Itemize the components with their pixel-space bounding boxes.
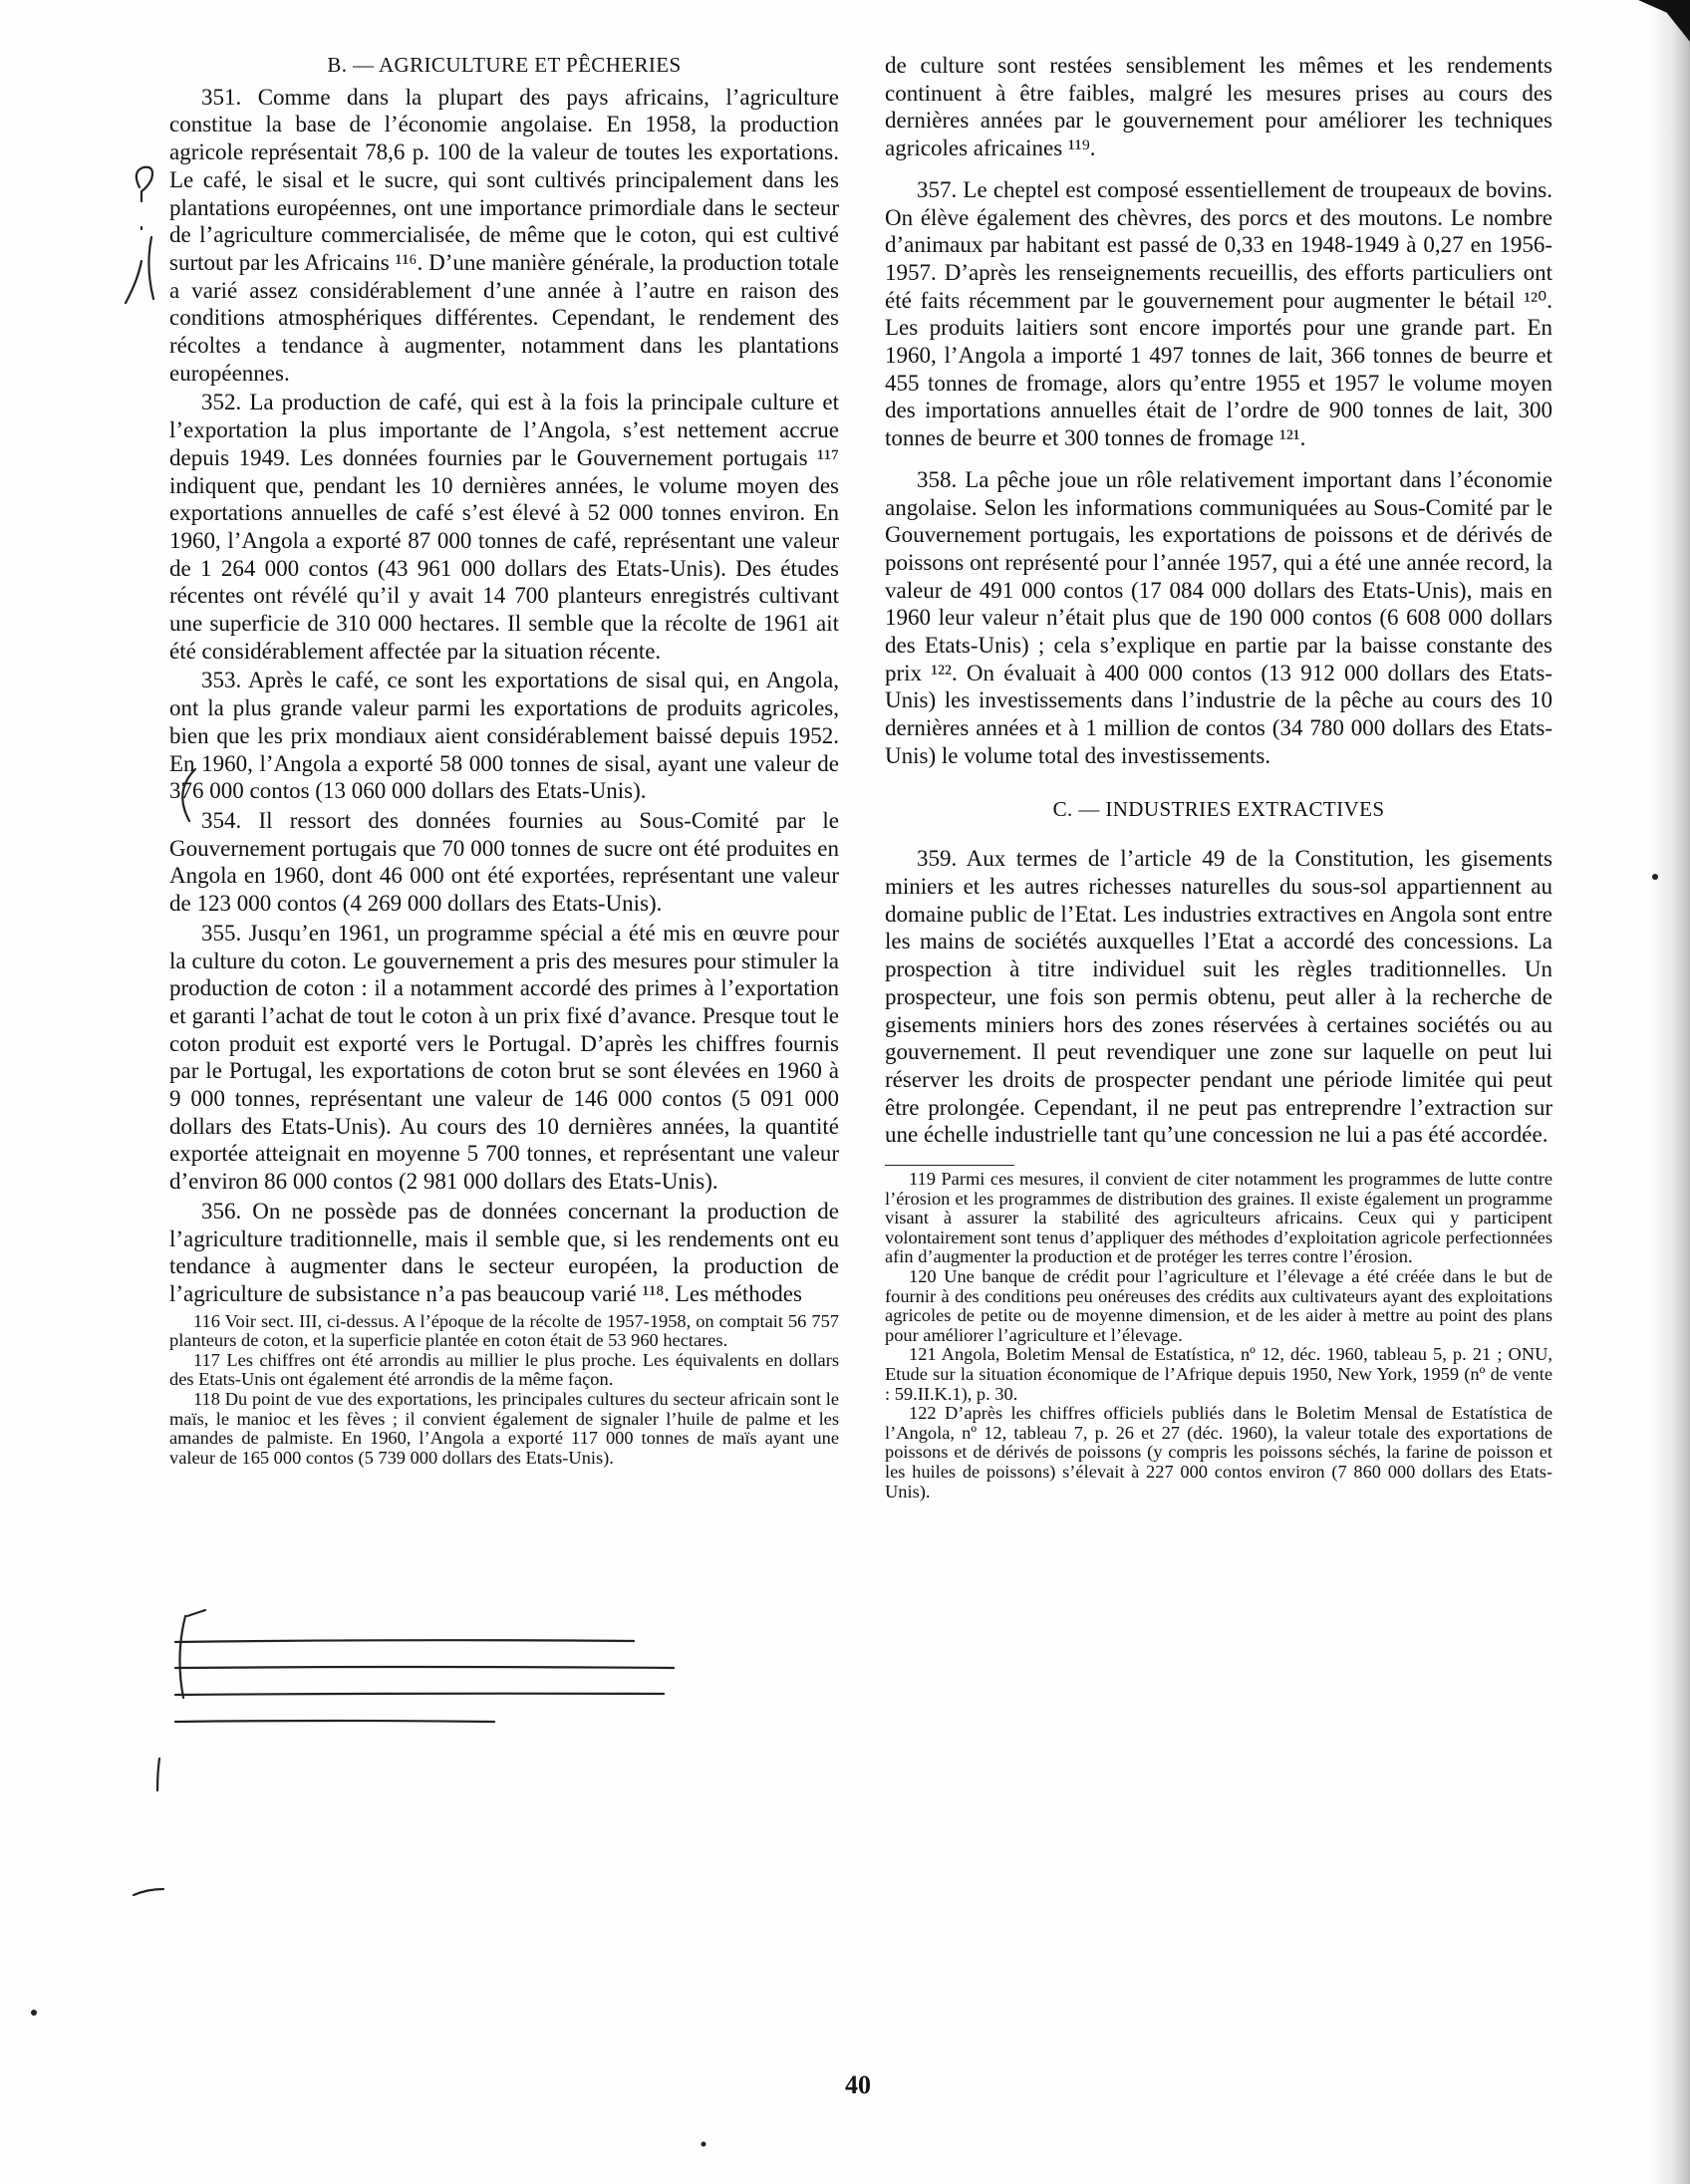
paragraph-359: 359. Aux termes de l’article 49 de la Constitution, les gisements miniers et les autres richesses naturelles du sous-sol appartiennent au domaine public de l’Etat. Les industries extractives en Angola sont entre les mains de sociétés auxquelles l’Etat a accordé des concessions. La prospection à titre individuel suit les règles traditionnelles. Un prospecteur, une fois son permis obtenu, peut aller à la recherche de gisements miniers hors des zones réservées à certaines sociétés ou au gouvernement. Il peut revendiquer une zone sur laquelle on peut lui réserver les droits de prospecter pendant une période limitée qui peut être prolongée. Cependant, il ne peut pas entreprendre l’extraction sur une échelle industrielle tant qu’une concession ne lui a pas été accordée. [885, 846, 1552, 1148]
paragraph-351: 351. Comme dans la plupart des pays africains, l’agriculture constitue la base de l’économie angolaise. En 1958, la production agricole représentait 78,6 p. 100 de la valeur de toutes les exportations. Le café, le sisal et le sucre, qui sont cultivés principalement dans les plantations européennes, ont une importance primordiale dans le secteur de l’agriculture commercialisée, de même que le coton, qui est cultivé surtout par les Africains ¹¹⁶. D’une manière générale, la production totale a varié assez considérablement d’une année à l’autre en raison des conditions atmosphériques différentes. Cependant, le rendement des récoltes a tendance à augmenter, notamment dans les plantations européennes. [169, 84, 839, 386]
margin-question-mark [137, 167, 152, 229]
paragraph-352: 352. La production de café, qui est à la fois la principale culture et l’exportation la plus importante de l’Angola, s’est nettement accrue depuis 1949. Les données fournies par le Gouvernement portugais ¹¹⁷ indiquent que, pendant les 10 dernières années, le volume moyen des exportations annuelles de café s’est élevé à 52 000 tonnes environ. En 1960, l’Angola a exporté 87 000 tonnes de café, représentant une valeur de 1 264 000 contos (43 961 000 dollars des Etats-Unis). Des études récentes ont révélé qu’il y avait 14 700 planteurs enregistrés cultivant une superficie de 310 000 hectares. Il semble que la récolte de 1961 ait été considérablement affectée par la situation récente. [169, 390, 839, 664]
footnote-120: 120 Une banque de crédit pour l’agriculture et l’élevage a été créée dans le but de fournir à des conditions peu onéreuses des crédits aux cultivateurs ayant des exploitations agricoles de petite ou de moyenne dimension, et de les aider à mettre au point des plans pour améliorer l’agriculture et l’élevage. [885, 1265, 1552, 1345]
paragraph-357: 357. Le cheptel est composé essentiellement de troupeaux de bovins. On élève également des chèvres, des porcs et des moutons. Le nombre d’animaux par habitant est passé de 0,33 en 1948-1949 à 0,27 en 1956-1957. D’après les renseignements recueillis, des efforts particuliers ont été faits récemment par le gouvernement pour augmenter le bétail ¹²⁰. Les produits laitiers sont encore importés pour une grande part. En 1960, l’Angola a importé 1 497 tonnes de lait, 366 tonnes de beurre et 455 tonnes de fromage, alors qu’entre 1955 et 1957 le volume moyen des importations annuelles était de l’ordre de 900 tonnes de lait, 300 tonnes de beurre et 300 tonnes de fromage ¹²¹. [885, 176, 1552, 451]
footnote-118: 118 Du point de vue des exportations, les principales cultures du secteur africain sont le maïs, le manioc et les fèves ; il convient également de signaler l’huile de palme et les amandes de palmiste. En 1960, l’Angola a exporté 117 000 tonnes de maïs ayant une valeur de 165 000 contos (5 739 000 dollars des Etats-Unis). [169, 1389, 839, 1468]
section-heading-industries: C. — INDUSTRIES EXTRACTIVES [1052, 796, 1385, 821]
paragraph-353: 353. Après le café, ce sont les exportations de sisal qui, en Angola, ont la plus grande valeur parmi les exportations de produits agricoles, bien que les prix mondiaux aient considérablement baissé depuis 1952. En 1960, l’Angola a exporté 58 000 tonnes de sisal, ayant une valeur de 376 000 contos (13 060 000 dollars des Etats-Unis). [169, 668, 839, 804]
footnote-122: 122 D’après les chiffres officiels publiés dans le Boletim Mensal de Estatística de l’Angola, nº 12, tableau 7, p. 26 et 27 (déc. 1960), la valeur totale des exportations de poissons et de dérivés de poissons (y compris les poissons séchés, la farine de poisson et les huiles de poissons) s’élevait à 227 000 contos environ (7 860 000 dollars des Etats-Unis). [885, 1403, 1552, 1502]
footnote-117: 117 Les chiffres ont été arrondis au millier le plus proche. Les équivalents en dollars des Etats-Unis ont également été arrondis de la même façon. [169, 1349, 839, 1390]
stray-ink-dot-left [31, 2010, 37, 2016]
margin-bracket-footnote-116 [157, 1759, 159, 1790]
footnote-119: 119 Parmi ces mesures, il convient de citer notamment les programmes de lutte contre l’érosion et les programmes de distribution des graines. Il existe également un programme visant à assurer la stabilité des agriculteurs africains. Ceux qui y participent volontairement sont tenus d’appliquer des méthodes d’exploitation agricole perfectionnées afin d’augmenter la production et de protéger les terres contre l’érosion. [885, 1169, 1552, 1267]
paragraph-356: 356. On ne possède pas de données concernant la production de l’agriculture traditionnelle, mais il semble que, si les rendements ont eu tendance à augmenter dans le secteur européen, la production de l’agriculture de subsistance n’a pas beaucoup varié ¹¹⁸. Les méthodes [169, 1198, 839, 1306]
stray-ink-dot-bottom [702, 2142, 706, 2147]
paragraph-358: 358. La pêche joue un rôle relativement important dans l’économie angolaise. Selon les informations communiquées au Sous-Comité par le Gouvernement portugais, les exportations de poissons et de dérivés de poissons ont représenté pour l’année 1957, qui a été une année record, la valeur de 491 000 contos (17 084 000 dollars des Etats-Unis), mais en 1960 leur valeur n’était plus que de 190 000 contos (6 608 000 dollars des Etats-Unis) ; cela s’explique en partie par la baisse constante des prix ¹²². On évaluait à 400 000 contos (13 912 000 dollars des Etats-Unis) les investissements dans l’industrie de la pêche au cours des 10 dernières années et à 1 million de contos (34 780 000 dollars des Etats-Unis) le volume total des investissements. [885, 466, 1552, 768]
underline-356-line4 [175, 1694, 664, 1695]
footnotes-right [885, 1170, 1552, 1502]
margin-bracket-351 [148, 237, 153, 299]
footnote-116: 116 Voir sect. III, ci-dessus. A l’époque de la récolte de 1957-1958, on comptait 56 757 planteurs de coton, et la superficie plantée en coton était de 53 960 hectares. [169, 1310, 839, 1351]
left-column [169, 52, 839, 1468]
underline-356-line2 [175, 1640, 634, 1642]
underline-356-line5 [175, 1721, 494, 1722]
scan-page-edge [1650, 0, 1690, 2184]
margin-bracket-footnote-118 [134, 1889, 163, 1895]
paragraph-354: 354. Il ressort des données fournies au Sous-Comité par le Gouvernement portugais que 70 000 tonnes de sucre ont été produites en Angola en 1960, dont 46 000 ont été exportées, représentant une valeur de 123 000 contos (4 269 000 dollars des Etats-Unis). [169, 807, 839, 917]
underline-356-line3 [175, 1667, 674, 1668]
section-heading-agriculture: B. — AGRICULTURE ET PÊCHERIES [327, 53, 682, 77]
paragraph-355: 355. Jusqu’en 1961, un programme spécial a été mis en œuvre pour la culture du coton. Le gouvernement a pris des mesures pour stimuler la production de coton : il a notamment accordé des primes à l’exportation et garanti l’achat de tout le coton à un prix fixé d’avance. Presque tout le coton produit est exporté vers le Portugal. D’après les chiffres fournis par le Portugal, les exportations de coton brut se sont élevées en 1960 à 9 000 tonnes, représentant une valeur de 146 000 contos (5 091 000 dollars des Etats-Unis). Au cours des 10 dernières années, la quantité exportée atteignait en moyenne 5 700 tonnes, et représentant une valeur d’environ 86 000 contos (2 981 000 dollars des Etats-Unis). [169, 920, 839, 1195]
footnote-rule [885, 1165, 1014, 1166]
paragraph-356-continuation: de culture sont restées sensiblement les mêmes et les rendements continuent à être faibles, malgré les mesures prises au cours des dernières années par le gouvernement pour améliorer les techniques agricoles africaines ¹¹⁹. [885, 53, 1552, 161]
right-column [885, 52, 1552, 1502]
footnote-121: 121 Angola, Boletim Mensal de Estatística, nº 12, déc. 1960, tableau 5, p. 21 ; ONU, Etude sur la situation économique de l’Afrique depuis 1950, New York, 1959 (nº de vente : 59.II.K.1), p. 30. [885, 1344, 1552, 1404]
margin-bracket-356 [179, 1610, 205, 1698]
page-number: 40 [845, 2070, 871, 2099]
margin-slash-mark [126, 261, 141, 303]
footnotes-left [169, 1312, 839, 1469]
